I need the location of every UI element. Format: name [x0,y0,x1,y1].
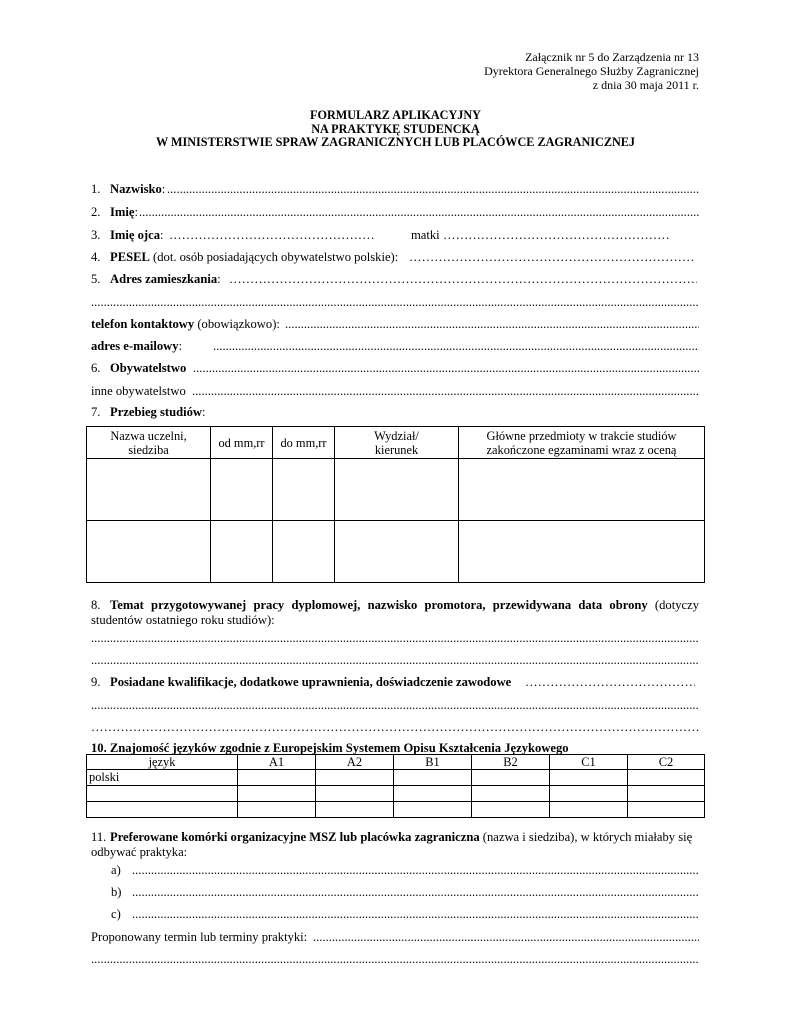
field-colon: : [160,228,164,242]
title-line: W MINISTERSTWIE SPRAW ZAGRANICZNYCH LUB PLACÓWCE ZAGRANICZNEJ [155,135,635,149]
table-cell[interactable] [335,459,459,521]
table-cell[interactable] [87,802,238,818]
field-kwalifikacje[interactable] [91,674,699,690]
blank-line [525,674,695,690]
field-number: 7. [91,405,101,419]
blank-line-row[interactable] [91,630,699,646]
table-cell[interactable] [394,770,472,786]
item-letter: c) [111,907,121,921]
blank-line-row[interactable] [91,951,699,967]
table-cell[interactable] [628,770,705,786]
field-obywatelstwo[interactable] [91,360,699,376]
blank-line [229,271,697,287]
field-label: Preferowane komórki organizacyjne MSZ lub placówka zagraniczna [110,830,480,844]
header-c2: C2 [628,755,705,770]
field-note: (nazwa i siedziba), w których miałaby się odbywać praktyka: [91,830,693,859]
table-cell[interactable] [87,459,211,521]
field-label: Imię [110,205,135,219]
field-nazwisko[interactable] [91,181,699,197]
header-od [211,427,273,459]
header-b1: B1 [394,755,472,770]
blank-line [443,227,669,243]
table-cell[interactable] [316,786,394,802]
blank-line-row[interactable] [91,719,699,735]
blank-line [313,929,699,945]
blank-line [132,862,699,878]
table-row[interactable] [87,802,705,818]
table-row[interactable] [87,770,705,786]
table-cell[interactable] [459,459,705,521]
field-temat-pracy [91,598,699,628]
field-label: inne obywatelstwo [91,384,186,398]
field-label: PESEL [110,250,150,264]
blank-line [193,360,699,376]
field-number: 8. [91,598,101,612]
field-termin-praktyki[interactable] [91,929,699,945]
blank-line-row[interactable] [91,697,699,713]
table-row[interactable] [87,459,705,521]
field-label: telefon kontaktowy [91,317,195,331]
table-cell[interactable] [211,459,273,521]
table-cell[interactable] [459,521,705,583]
header-note-line: Załącznik nr 5 do Zarządzenia nr 13 [525,50,699,64]
header-text: od mm,rr [218,435,265,450]
field-label: Posiadane kwalifikacje, dodatkowe uprawnienia, doświadczenie zawodowe [110,675,512,689]
table-cell[interactable]: polski [87,770,238,786]
header-note-line: z dnia 30 maja 2011 r. [592,78,699,92]
field-inne-obywatelstwo[interactable] [91,383,699,399]
field-label: Nazwisko [110,182,162,196]
preference-a[interactable] [91,862,699,878]
table-cell[interactable] [238,802,316,818]
table-cell[interactable] [87,521,211,583]
blank-line [91,719,699,735]
blank-line [139,204,699,220]
studies-table [86,426,705,583]
table-cell[interactable] [550,786,628,802]
field-number: 5. [91,272,101,286]
field-label: Adres zamieszkania [110,272,218,286]
table-cell[interactable] [472,770,550,786]
field-label-matki: matki [411,228,440,242]
field-label: Proponowany termin lub terminy praktyki: [91,930,308,944]
header-przedmioty [459,427,705,459]
header-text: Nazwa uczelni, [110,428,187,443]
header-text: siedziba [128,442,169,457]
item-letter: b) [111,885,122,899]
header-note [484,50,699,92]
languages-table [86,754,705,818]
field-label: Przebieg studiów [110,405,202,419]
form-title [0,109,791,150]
table-cell[interactable] [335,521,459,583]
table-cell[interactable] [550,802,628,818]
table-cell[interactable] [628,786,705,802]
field-note: (dotyczy studentów ostatniego roku studiów): [91,598,699,627]
field-number: 6. [91,361,101,375]
table-cell[interactable] [316,770,394,786]
field-imie-ojca[interactable] [91,227,699,243]
header-wydzial [335,427,459,459]
field-note: (obowiązkowo): [194,317,280,331]
field-label: Obywatelstwo [110,361,187,375]
field-colon: : [134,205,138,219]
table-cell[interactable] [628,802,705,818]
field-number: 1. [91,182,101,196]
table-header-row [87,427,705,459]
table-cell[interactable] [238,786,316,802]
blank-line [91,697,699,713]
preference-b[interactable] [91,884,699,900]
header-text: kierunek [374,442,419,457]
table-cell[interactable] [273,459,335,521]
field-adres[interactable] [91,271,699,287]
field-colon: : [202,405,206,419]
blank-line [285,316,699,332]
header-do [273,427,335,459]
field-note: (dot. osób posiadających obywatelstwo polskie): [149,250,399,264]
field-number: 11. [91,830,107,844]
header-text: Wydział/ [374,428,419,443]
field-colon: : [161,182,166,196]
table-cell[interactable] [316,802,394,818]
header-text: Główne przedmioty w trakcie studiów [486,428,677,443]
header-text: zakończone egzaminami wraz z oceną [486,442,677,457]
header-b2: B2 [472,755,550,770]
blank-line [132,884,699,900]
header-a1: A1 [238,755,316,770]
blank-line [91,652,699,668]
field-jezyki: 10. Znajomość języków zgodnie z Europejskim Systemem Opisu Kształcenia Językowego [91,741,569,755]
table-cell[interactable] [211,521,273,583]
table-row[interactable] [87,521,705,583]
field-email[interactable] [91,338,699,354]
blank-line [409,249,695,265]
field-label: adres e-mailowy [91,339,179,353]
title-line: FORMULARZ APLIKACYJNY [310,108,481,122]
field-telefon[interactable] [91,316,699,332]
item-letter: a) [111,863,121,877]
field-label: Imię ojca [110,228,161,242]
header-c1: C1 [550,755,628,770]
blank-line [169,227,374,243]
field-preferowane-komorki [91,830,699,860]
table-header-row [87,755,705,770]
table-cell[interactable] [550,770,628,786]
field-pesel[interactable] [91,249,699,265]
field-przebieg-studiow [91,404,699,420]
header-note-line: Dyrektora Generalnego Służby Zagranicznej [484,64,699,78]
field-colon: : [217,272,221,286]
field-colon: : [178,339,183,353]
blank-line [167,181,699,197]
field-label: Temat przygotowywanej pracy dyplomowej, nazwisko promotora, przewidywana data obrony [110,598,648,612]
blank-line [132,906,699,922]
table-cell[interactable] [472,786,550,802]
address-continuation-line[interactable] [91,294,699,310]
table-cell[interactable] [472,802,550,818]
header-text: do mm,rr [280,435,327,450]
preference-c[interactable] [91,906,699,922]
blank-line [192,383,699,399]
table-cell[interactable] [87,786,238,802]
table-row[interactable] [87,786,705,802]
table-cell[interactable] [273,521,335,583]
field-number: 3. [91,228,101,242]
header-a2: A2 [316,755,394,770]
blank-line [213,338,699,354]
field-number: 4. [91,250,101,264]
blank-line [91,630,699,646]
table-cell[interactable] [394,802,472,818]
title-line: NA PRAKTYKĘ STUDENCKĄ [311,121,480,136]
header-jezyk: język [87,755,238,770]
field-number: 9. [91,675,101,689]
table-cell[interactable] [394,786,472,802]
field-number: 2. [91,205,101,219]
field-imie[interactable] [91,204,699,220]
blank-line-row[interactable] [91,652,699,668]
blank-line [91,951,699,967]
table-cell[interactable] [238,770,316,786]
header-uczelnia [87,427,211,459]
blank-line [91,294,699,310]
